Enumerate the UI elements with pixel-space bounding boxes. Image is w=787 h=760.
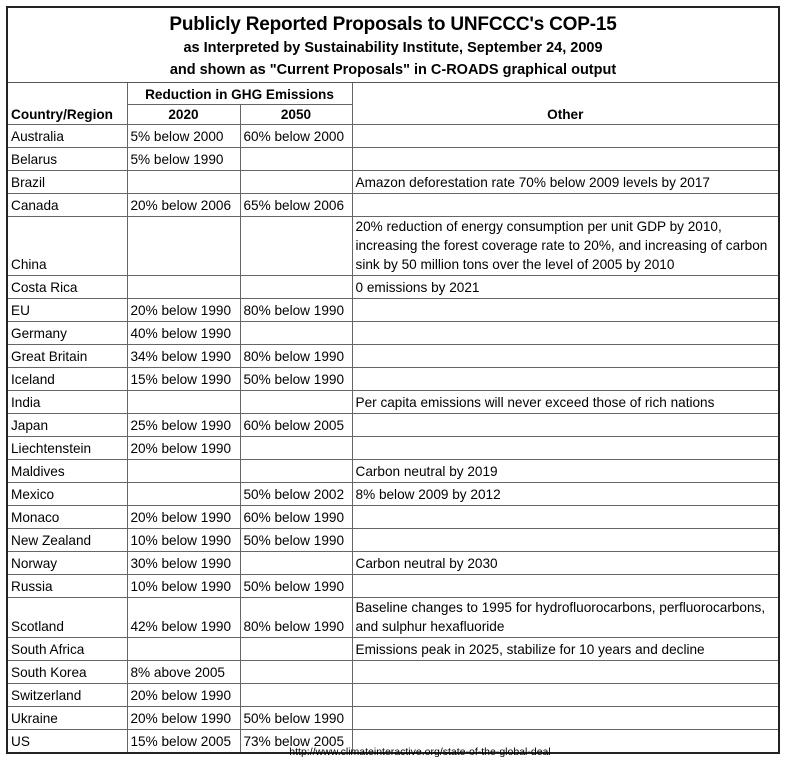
column-header-other: Other [352, 83, 778, 125]
cell-country: South Africa [8, 638, 127, 661]
cell-other: 8% below 2009 by 2012 [352, 483, 778, 506]
table-row [8, 661, 778, 684]
cell-other [352, 437, 778, 460]
cell-2050 [240, 217, 352, 276]
cell-2020: 34% below 1990 [127, 345, 240, 368]
table-row [8, 483, 778, 506]
cell-2020 [127, 638, 240, 661]
cell-2020 [127, 483, 240, 506]
table-row [8, 391, 778, 414]
cell-country: Switzerland [8, 684, 127, 707]
cell-country: Scotland [8, 598, 127, 638]
column-header-2050: 2050 [240, 105, 352, 125]
cell-2050 [240, 171, 352, 194]
table-row [8, 575, 778, 598]
cell-country: Ukraine [8, 707, 127, 730]
cell-2050: 80% below 1990 [240, 345, 352, 368]
subtitle-interpreted: as Interpreted by Sustainability Institute, September 24, 2009 [183, 40, 603, 56]
cell-2020 [127, 276, 240, 299]
cell-other: 20% reduction of energy consumption per unit GDP by 2010, increasing the forest coverage rate to 20%, and increasing of carbon sink by 50 million tons over the level of 2005 by 2010 [352, 217, 778, 276]
cell-2050: 65% below 2006 [240, 194, 352, 217]
cell-other [352, 322, 778, 345]
table-row [8, 598, 778, 638]
cell-country: Japan [8, 414, 127, 437]
table-row [8, 299, 778, 322]
cell-2050: 60% below 2000 [240, 125, 352, 148]
cell-2050: 60% below 1990 [240, 506, 352, 529]
table-row [8, 414, 778, 437]
cell-2050: 80% below 1990 [240, 598, 352, 638]
cell-country: China [8, 217, 127, 276]
cell-2050 [240, 148, 352, 171]
cell-2020: 20% below 1990 [127, 506, 240, 529]
proposals-table [8, 83, 778, 752]
table-row [8, 707, 778, 730]
cell-other [352, 194, 778, 217]
table-row [8, 125, 778, 148]
cell-country: Brazil [8, 171, 127, 194]
cell-country: Liechtenstein [8, 437, 127, 460]
cell-country: Canada [8, 194, 127, 217]
cell-other: Carbon neutral by 2030 [352, 552, 778, 575]
table-row [8, 529, 778, 552]
cell-country: Great Britain [8, 345, 127, 368]
cell-2050 [240, 391, 352, 414]
cell-2020: 40% below 1990 [127, 322, 240, 345]
table-row [8, 437, 778, 460]
page-title: Publicly Reported Proposals to UNFCCC's COP-15 [169, 14, 617, 35]
cell-2050 [240, 276, 352, 299]
cell-country: Norway [8, 552, 127, 575]
cell-2020: 25% below 1990 [127, 414, 240, 437]
cell-country: Monaco [8, 506, 127, 529]
cell-other: Baseline changes to 1995 for hydrofluorocarbons, perfluorocarbons, and sulphur hexafluoride [352, 598, 778, 638]
cell-2020 [127, 460, 240, 483]
table-row [8, 460, 778, 483]
cell-other: 0 emissions by 2021 [352, 276, 778, 299]
cell-country: US [8, 730, 127, 753]
cell-2020: 20% below 1990 [127, 684, 240, 707]
cell-2020: 20% below 1990 [127, 437, 240, 460]
cell-country: Germany [8, 322, 127, 345]
table-body [8, 125, 778, 753]
cell-country: South Korea [8, 661, 127, 684]
cell-country: Belarus [8, 148, 127, 171]
cell-2050: 73% below 2005 [240, 730, 352, 753]
column-header-2020: 2020 [127, 105, 240, 125]
cell-2020: 30% below 1990 [127, 552, 240, 575]
cell-2050 [240, 437, 352, 460]
cell-other: Emissions peak in 2025, stabilize for 10 years and decline [352, 638, 778, 661]
column-group-header-reduction: Reduction in GHG Emissions [127, 83, 352, 105]
table-row [8, 345, 778, 368]
cell-2020: 5% below 2000 [127, 125, 240, 148]
cell-2050 [240, 552, 352, 575]
cell-other [352, 684, 778, 707]
table-header [8, 83, 778, 125]
cell-2020 [127, 217, 240, 276]
cell-2020 [127, 391, 240, 414]
cell-2020: 5% below 1990 [127, 148, 240, 171]
cell-country: New Zealand [8, 529, 127, 552]
cell-other [352, 529, 778, 552]
cell-country: Mexico [8, 483, 127, 506]
cell-2020: 20% below 1990 [127, 299, 240, 322]
cell-other: Carbon neutral by 2019 [352, 460, 778, 483]
table-row [8, 194, 778, 217]
cell-other [352, 125, 778, 148]
cell-country: EU [8, 299, 127, 322]
cell-other [352, 506, 778, 529]
cell-2050 [240, 322, 352, 345]
cell-country: Iceland [8, 368, 127, 391]
cell-2020: 15% below 1990 [127, 368, 240, 391]
column-header-country: Country/Region [8, 83, 127, 125]
table-row [8, 506, 778, 529]
proposals-sheet [6, 6, 780, 754]
cell-country: Costa Rica [8, 276, 127, 299]
table-row [8, 638, 778, 661]
table-row [8, 276, 778, 299]
table-row [8, 684, 778, 707]
cell-other [352, 299, 778, 322]
cell-2050 [240, 661, 352, 684]
table-row [8, 552, 778, 575]
cell-2020: 15% below 2005 [127, 730, 240, 753]
cell-2050 [240, 638, 352, 661]
cell-2050: 50% below 1990 [240, 368, 352, 391]
cell-2050: 80% below 1990 [240, 299, 352, 322]
cell-2050: 60% below 2005 [240, 414, 352, 437]
cell-other [352, 414, 778, 437]
cell-country: Australia [8, 125, 127, 148]
cell-other [352, 368, 778, 391]
subtitle-shown-as: and shown as "Current Proposals" in C-ROADS graphical output [169, 62, 617, 78]
cell-2050: 50% below 1990 [240, 707, 352, 730]
cell-other [352, 575, 778, 598]
cell-2020: 8% above 2005 [127, 661, 240, 684]
cell-2020: 42% below 1990 [127, 598, 240, 638]
cell-2020: 10% below 1990 [127, 575, 240, 598]
source-url: http://www.climateinteractive.org/state-of-the-global-deal [289, 746, 551, 758]
title-block [8, 8, 778, 83]
cell-other [352, 148, 778, 171]
cell-other [352, 345, 778, 368]
table-row [8, 322, 778, 345]
cell-2020 [127, 171, 240, 194]
cell-2050: 50% below 1990 [240, 575, 352, 598]
cell-other: Per capita emissions will never exceed those of rich nations [352, 391, 778, 414]
cell-2020: 20% below 2006 [127, 194, 240, 217]
cell-2050 [240, 684, 352, 707]
table-row [8, 368, 778, 391]
cell-country: Russia [8, 575, 127, 598]
cell-2020: 20% below 1990 [127, 707, 240, 730]
cell-2050: 50% below 1990 [240, 529, 352, 552]
cell-country: Maldives [8, 460, 127, 483]
cell-other: Amazon deforestation rate 70% below 2009 levels by 2017 [352, 171, 778, 194]
cell-2050 [240, 460, 352, 483]
cell-other [352, 661, 778, 684]
cell-country: India [8, 391, 127, 414]
cell-other [352, 707, 778, 730]
cell-2020: 10% below 1990 [127, 529, 240, 552]
table-row [8, 171, 778, 194]
cell-2050: 50% below 2002 [240, 483, 352, 506]
table-row [8, 217, 778, 276]
table-row [8, 148, 778, 171]
